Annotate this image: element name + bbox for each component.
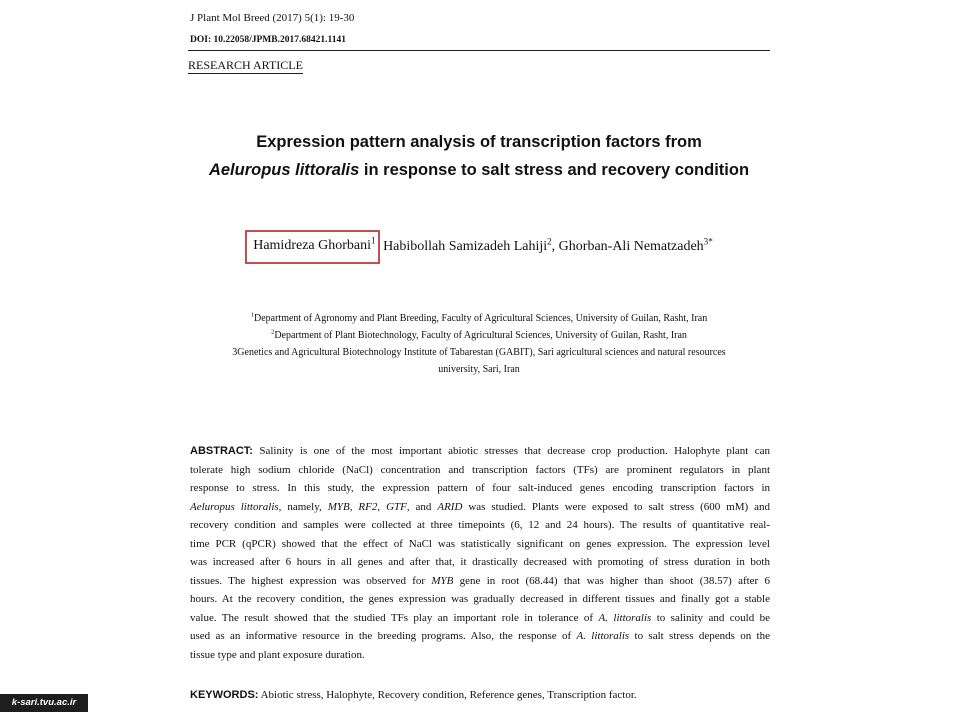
abstract-text: ,	[349, 500, 359, 513]
abstract-line	[190, 461, 770, 480]
affiliation-list	[188, 310, 770, 378]
article-type: RESEARCH ARTICLE	[188, 58, 303, 72]
doi: DOI: 10.22058/JPMB.2017.68421.1141	[190, 35, 346, 45]
affiliation-line	[188, 361, 770, 378]
affiliation-line	[188, 310, 770, 327]
abstract-text: Salinity is one of the most important abiotic stresses that decrease crop production. Halophyte plant can	[259, 445, 770, 457]
affiliation-mark: 1	[371, 235, 376, 246]
abstract-text: was studied. Plants were exposed to salt stress (600 mM) and	[462, 500, 771, 513]
italic-term: MYB	[431, 574, 454, 587]
affiliation-line	[188, 327, 770, 344]
abstract-label: ABSTRACT:	[190, 445, 253, 457]
abstract-text: to salinity and could be	[651, 611, 770, 624]
affiliation-mark: 2	[547, 236, 552, 247]
abstract-text: response to stress. In this study, the expression pattern of four salt-induced genes encoding transcription factors in	[190, 482, 770, 494]
italic-term: RF2	[358, 500, 378, 513]
title-line-2	[188, 156, 770, 184]
abstract-line	[190, 516, 770, 535]
italic-term: ARID	[437, 500, 463, 513]
first-author-highlight-box	[245, 230, 379, 264]
affiliation-text: Department of Agronomy and Plant Breeding, Faculty of Agricultural Sciences, University of Guilan, Rasht, Iran	[254, 313, 708, 324]
abstract-body	[190, 442, 770, 664]
author-list	[188, 230, 770, 264]
author-name: Habibollah Samizadeh Lahiji	[383, 239, 548, 255]
abstract-text: used as an informative resource in the breeding programs. Also, the response of	[190, 630, 577, 642]
abstract-line	[190, 646, 770, 665]
keywords	[190, 686, 637, 704]
abstract-line	[190, 479, 770, 498]
italic-term: A. littoralis	[576, 630, 630, 642]
abstract-line	[190, 535, 770, 554]
header-divider	[188, 50, 770, 51]
abstract-line	[190, 609, 770, 628]
affiliation-mark: 1	[250, 311, 254, 319]
abstract-text: time PCR (qPCR) showed that the effect of NaCl was statistically significant on genes expression. The expression level	[190, 537, 770, 550]
keywords-label: KEYWORDS:	[190, 689, 259, 701]
abstract-text: recovery condition and samples were collected at three timepoints (6, 12 and 24 hours). The results of quantitative real-	[190, 519, 770, 531]
affiliation-mark: 3*	[703, 236, 713, 247]
title-line-1: Expression pattern analysis of transcription factors from	[256, 133, 702, 151]
affiliation-mark: 3	[232, 347, 238, 358]
journal-citation: J Plant Mol Breed (2017) 5(1): 19-30	[190, 12, 355, 24]
abstract-text: hours. At the recovery condition, the genes expression was gradually decreased in different tissues and finally got a stable	[190, 593, 770, 605]
italic-term: GTF	[386, 500, 407, 513]
author-name: Ghorban-Ali Nematzadeh	[558, 239, 704, 255]
italic-term: MYB	[327, 500, 350, 513]
affiliation-mark: 2	[271, 328, 275, 336]
site-badge	[0, 694, 88, 712]
abstract-text: gene in root (68.44) that was higher than shoot (38.57) after 6	[453, 574, 770, 587]
abstract-line	[190, 590, 770, 609]
affiliation-text: Department of Plant Biotechnology, Faculty of Agricultural Sciences, University of Guilan, Rasht, Iran	[274, 330, 687, 341]
author-entry	[383, 236, 556, 255]
abstract-text: was increased after 6 hours in all genes and after that, it drastically decreased with promoting of stress duration in both	[190, 556, 770, 568]
site-url: k-sari.tvu.ac.ir	[11, 697, 77, 708]
affiliation-text: university, Sari, Iran	[438, 364, 520, 375]
abstract-line	[190, 572, 770, 591]
abstract-line	[190, 553, 770, 572]
affiliation-text: Genetics and Agricultural Biotechnology Institute of Tabarestan (GABIT), Sari agricultural sciences and natural resources	[237, 347, 726, 358]
abstract-text: to salt stress depends on the	[629, 630, 770, 642]
abstract-line	[190, 442, 770, 461]
author-name: Hamidreza Ghorbani	[253, 238, 372, 253]
author-entry	[558, 236, 713, 255]
abstract-text: ,	[377, 500, 387, 513]
abstract-text: , and	[406, 500, 438, 513]
abstract-text: tissues. The highest expression was observed for	[190, 574, 432, 587]
abstract-line	[190, 627, 770, 646]
keywords-text: Abiotic stress, Halophyte, Recovery condition, Reference genes, Transcription factor.	[260, 689, 637, 701]
abstract-line	[190, 498, 770, 517]
abstract-text: tissue type and plant exposure duration.	[190, 648, 365, 661]
italic-term: Aeluropus littoralis	[190, 500, 279, 513]
title-line-2-text: in response to salt stress and recovery condition	[363, 161, 750, 179]
author-separator: ,	[551, 239, 556, 255]
italic-term: A. littoralis	[598, 611, 652, 624]
article-title	[188, 128, 770, 184]
species-name: Aeluropus littoralis	[208, 161, 360, 179]
abstract-text: tolerate high sodium chloride (NaCl) concentration and transcription factors (TFs) are prominent regulators in plant	[190, 463, 770, 476]
affiliation-line	[188, 344, 770, 361]
abstract-text: , namely,	[278, 500, 328, 513]
abstract-text: value. The result showed that the studied TFs play an important role in tolerance of	[190, 611, 599, 624]
